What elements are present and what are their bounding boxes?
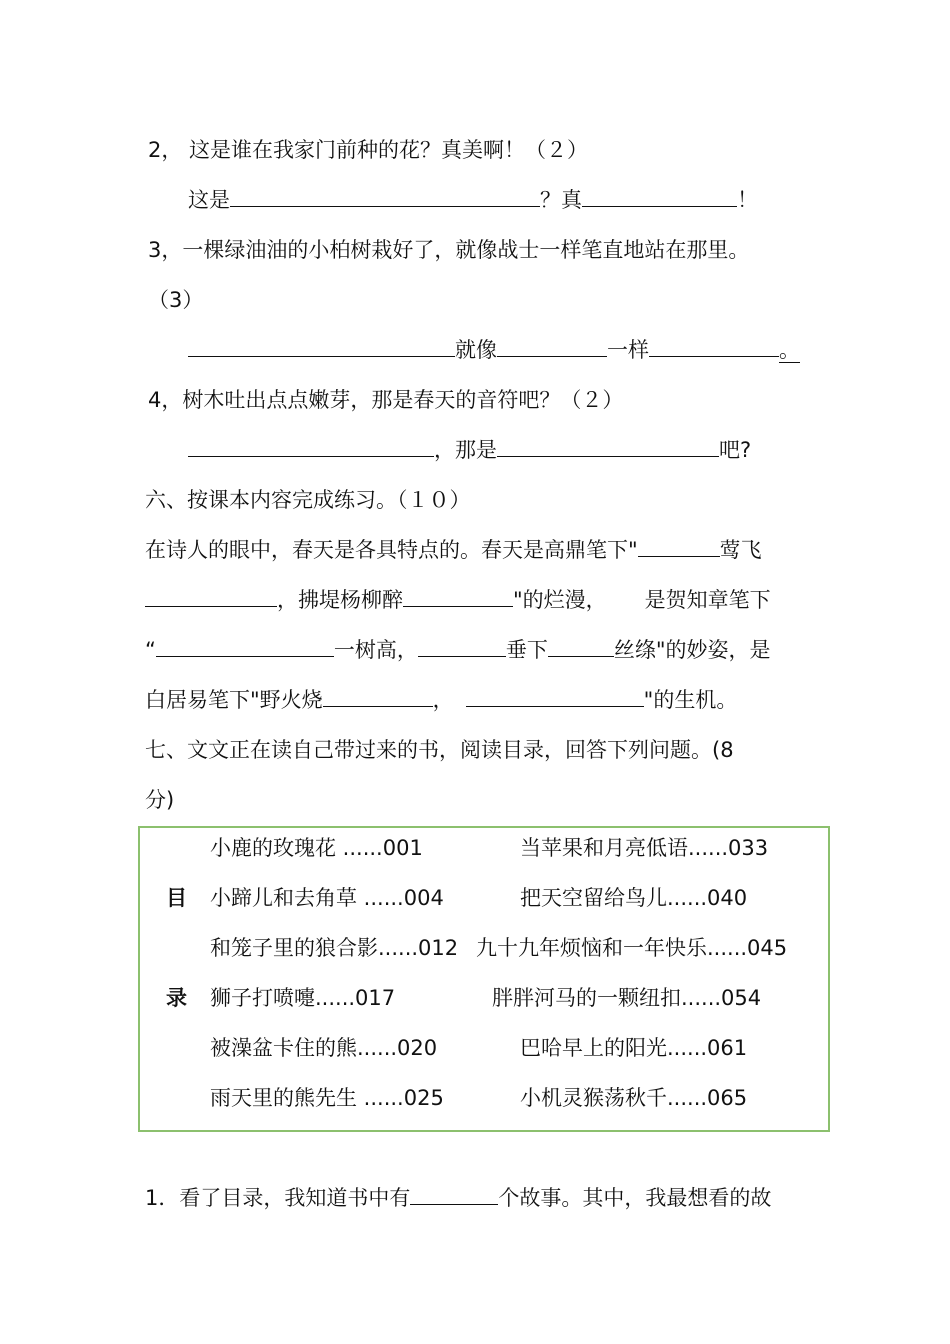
- section6-line-2: ，拂堤杨柳醉 "的烂漫， 是贺知章笔下: [145, 586, 771, 614]
- q4-blank-1[interactable]: [188, 436, 434, 457]
- toc-entry: 胖胖河马的一颗纽扣......054: [492, 986, 762, 1010]
- toc-entry: 小机灵猴荡秋千......065: [520, 1086, 748, 1110]
- toc-entry: 巴哈早上的阳光......061: [520, 1036, 748, 1060]
- section6-line-4: 白居易笔下"野火烧 ， "的生机。: [145, 688, 738, 712]
- toc-entry: 被澡盆卡住的熊......020: [210, 1036, 438, 1060]
- q4-blank-2[interactable]: [497, 436, 719, 457]
- q3-answer-line: 就像 一样 。: [188, 336, 800, 364]
- q3-blank-3[interactable]: [649, 336, 779, 357]
- q2-blank-1[interactable]: [230, 186, 540, 207]
- toc-side-2: 录: [166, 986, 187, 1010]
- section6-line-3: “ 一树高， 垂下 丝绦"的妙姿，是: [145, 638, 771, 662]
- q3-blank-2[interactable]: [497, 336, 607, 357]
- toc-entry: 狮子打喷嚏......017: [210, 986, 396, 1010]
- toc-entry: 和笼子里的狼合影......012: [210, 936, 459, 960]
- toc-entry: 当苹果和月亮低语......033: [520, 836, 769, 860]
- toc-entry: 九十九年烦恼和一年快乐......045: [476, 936, 788, 960]
- q2-answer-line: 这是 ？真 ！: [188, 188, 758, 212]
- s6-blank-3[interactable]: [403, 586, 513, 607]
- q7-1-blank[interactable]: [410, 1184, 498, 1205]
- q3-blank-1[interactable]: [188, 336, 455, 357]
- q4-answer-line: ，那是 吧?: [188, 436, 751, 464]
- q4-prompt: 4，树木吐出点点嫩芽，那是春天的音符吧？（２）: [148, 388, 624, 412]
- s6-blank-4[interactable]: [156, 636, 334, 657]
- toc-entry: 把天空留给鸟儿......040: [520, 886, 748, 910]
- s6-blank-8[interactable]: [466, 686, 644, 707]
- toc-entry: 小鹿的玫瑰花 ......001: [210, 836, 423, 860]
- section7-title: 七、文文正在读自己带过来的书，阅读目录，回答下列问题。(8: [145, 738, 734, 762]
- s6-blank-6[interactable]: [548, 636, 614, 657]
- section6-title: 六、按课本内容完成练习。（１０）: [145, 488, 471, 512]
- toc-entry: 小蹄儿和去角草 ......004: [210, 886, 444, 910]
- s6-blank-2[interactable]: [145, 586, 277, 607]
- toc-side-1: 目: [166, 886, 187, 910]
- toc-entry: 雨天里的熊先生 ......025: [210, 1086, 444, 1110]
- q3-score: （3）: [148, 288, 204, 312]
- q7-1-line: 1．看了目录，我知道书中有 个故事。其中，我最想看的故: [145, 1186, 772, 1210]
- s6-blank-1[interactable]: [638, 536, 720, 557]
- q2-prompt: 2， 这是谁在我家门前种的花？真美啊！（２）: [148, 138, 589, 162]
- section7-title-cont: 分): [145, 788, 175, 812]
- q2-blank-2[interactable]: [582, 186, 737, 207]
- section6-line-1: 在诗人的眼中，春天是各具特点的。春天是高鼎笔下" 莺飞: [145, 538, 762, 562]
- s6-blank-5[interactable]: [418, 636, 506, 657]
- s6-blank-7[interactable]: [323, 686, 433, 707]
- q3-prompt: 3，一棵绿油油的小柏树栽好了，就像战士一样笔直地站在那里。: [148, 238, 750, 262]
